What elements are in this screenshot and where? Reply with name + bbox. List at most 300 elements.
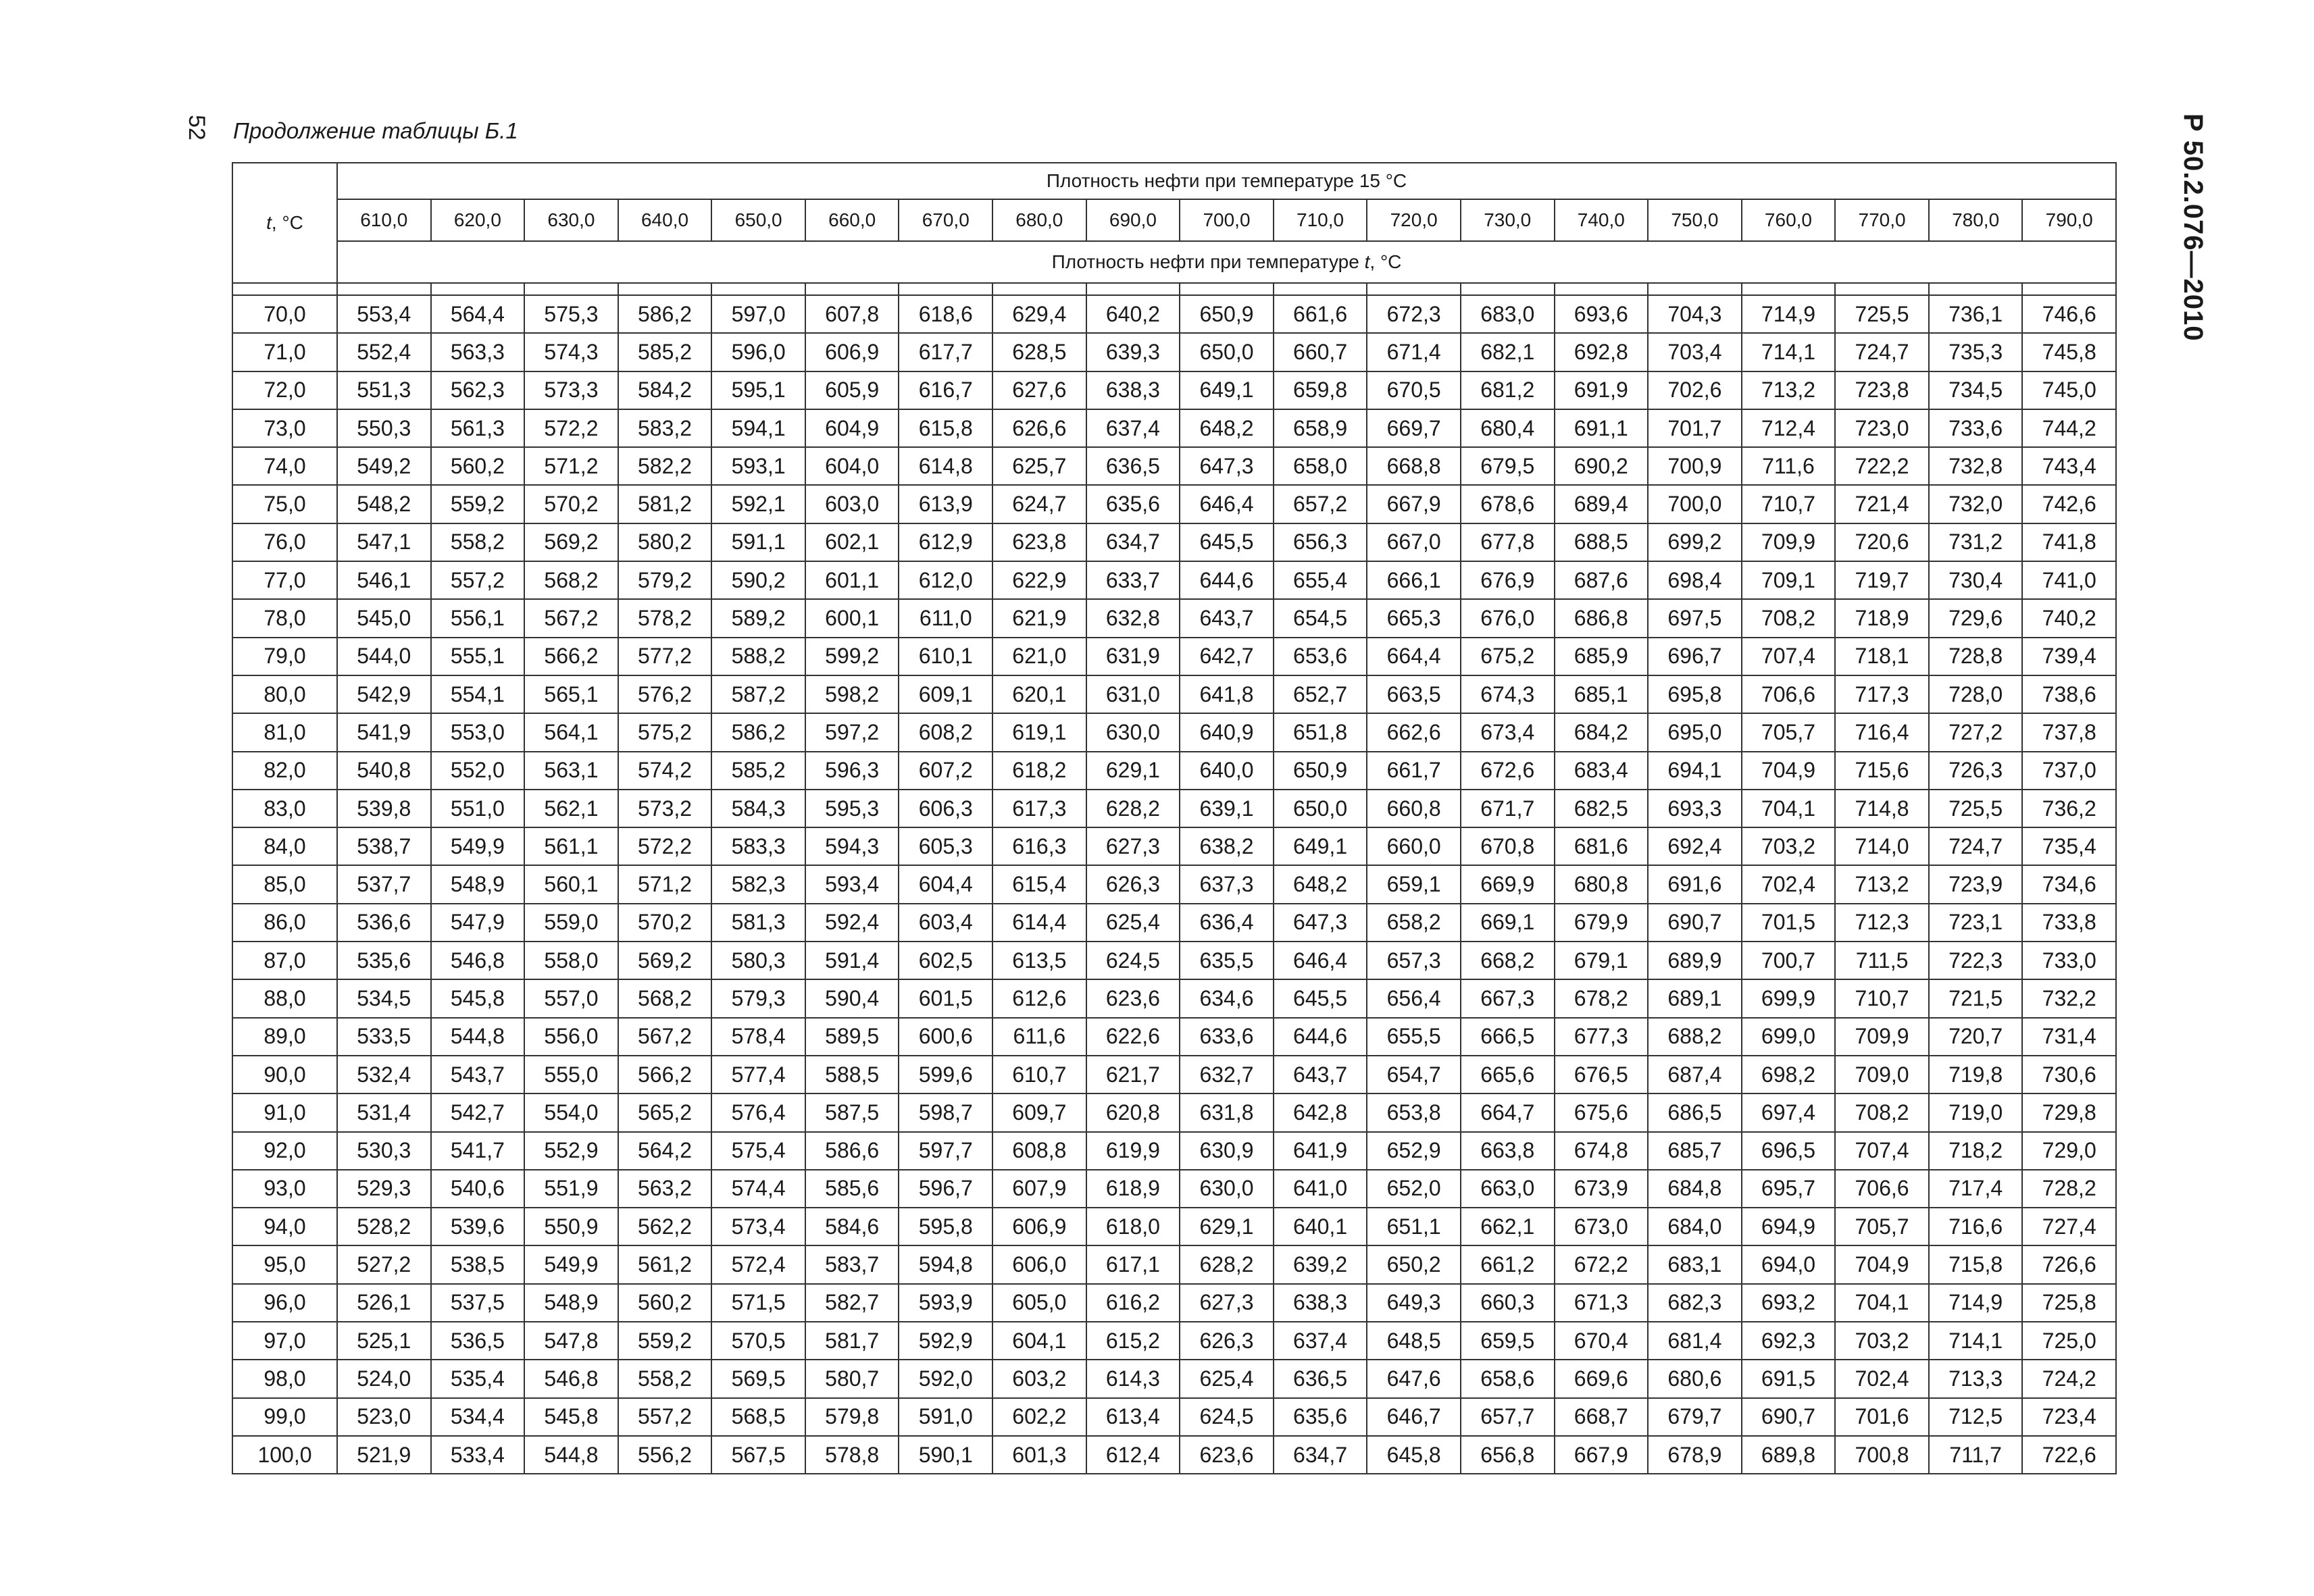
density-cell: 610,1 [899, 638, 992, 675]
density-cell: 654,5 [1274, 599, 1367, 637]
density-cell: 624,5 [1086, 942, 1180, 979]
density-cell: 652,0 [1367, 1170, 1461, 1208]
density-cell: 551,3 [337, 371, 431, 409]
density-cell: 717,3 [1835, 675, 1929, 713]
density-cell: 661,6 [1274, 295, 1367, 333]
density-cell: 601,5 [899, 979, 992, 1017]
density-cell: 671,7 [1461, 790, 1555, 827]
density-cell: 612,0 [899, 561, 992, 599]
density-cell: 658,6 [1461, 1360, 1555, 1397]
density-cell: 622,6 [1086, 1018, 1180, 1056]
density-cell: 577,2 [618, 638, 712, 675]
density-cell: 710,7 [1742, 485, 1836, 523]
density-cell: 690,7 [1742, 1398, 1836, 1436]
density-cell: 586,2 [618, 295, 712, 333]
density-cell: 639,1 [1180, 790, 1274, 827]
density-cell: 606,9 [805, 333, 899, 371]
density-cell: 613,5 [992, 942, 1086, 979]
density-cell: 665,6 [1461, 1056, 1555, 1093]
density-cell: 738,6 [2022, 675, 2116, 713]
density-cell: 626,3 [1180, 1322, 1274, 1360]
density-cell: 698,4 [1648, 561, 1742, 599]
density-cell: 719,0 [1929, 1093, 2023, 1131]
density-cell: 663,8 [1461, 1132, 1555, 1170]
density-cell: 607,9 [992, 1170, 1086, 1208]
density-cell: 633,6 [1180, 1018, 1274, 1056]
density-cell: 574,2 [618, 752, 712, 790]
density-cell: 578,2 [618, 599, 712, 637]
density-cell: 552,4 [337, 333, 431, 371]
density-cell: 531,4 [337, 1093, 431, 1131]
density-cell: 680,6 [1648, 1360, 1742, 1397]
density-cell: 533,4 [431, 1436, 525, 1474]
density-cell: 702,4 [1835, 1360, 1929, 1397]
table-row [232, 1208, 2116, 1245]
density-cell: 569,2 [618, 942, 712, 979]
density-cell: 571,2 [524, 447, 618, 485]
density-cell: 524,0 [337, 1360, 431, 1397]
density-cell: 544,0 [337, 638, 431, 675]
density-cell: 599,2 [805, 638, 899, 675]
density-cell: 708,2 [1742, 599, 1836, 637]
density-cell: 720,6 [1835, 523, 1929, 561]
density-cell: 698,2 [1742, 1056, 1836, 1093]
density-cell: 679,5 [1461, 447, 1555, 485]
density-cell: 730,6 [2022, 1056, 2116, 1093]
t-header-unit: , °C [271, 212, 303, 233]
density-cell: 718,1 [1835, 638, 1929, 675]
density-cell: 615,2 [1086, 1322, 1180, 1360]
density-cell: 564,1 [524, 713, 618, 751]
density-cell: 587,2 [711, 675, 805, 713]
density-cell: 713,2 [1835, 865, 1929, 903]
temperature-cell: 77,0 [232, 561, 337, 599]
density-cell: 560,2 [431, 447, 525, 485]
density-cell: 674,8 [1555, 1132, 1649, 1170]
density-cell: 592,1 [711, 485, 805, 523]
density-cell: 616,7 [899, 371, 992, 409]
density-cell: 584,6 [805, 1208, 899, 1245]
page-number: 52 [184, 115, 209, 140]
density-cell: 696,7 [1648, 638, 1742, 675]
density-cell: 641,8 [1180, 675, 1274, 713]
density-cell: 688,5 [1555, 523, 1649, 561]
density-cell: 724,7 [1835, 333, 1929, 371]
density-cell: 733,0 [2022, 942, 2116, 979]
density-cell: 729,0 [2022, 1132, 2116, 1170]
density-cell: 714,1 [1742, 333, 1836, 371]
density-cell: 646,4 [1274, 942, 1367, 979]
density-cell: 571,2 [618, 865, 712, 903]
density-cell: 700,0 [1648, 485, 1742, 523]
table-row [232, 485, 2116, 523]
table-row [232, 979, 2116, 1017]
density-cell: 703,4 [1648, 333, 1742, 371]
density-cell: 642,7 [1180, 638, 1274, 675]
density-cell: 602,5 [899, 942, 992, 979]
density-cell: 539,8 [337, 790, 431, 827]
density-cell: 613,4 [1086, 1398, 1180, 1436]
density-cell: 546,8 [524, 1360, 618, 1397]
density-cell: 542,7 [431, 1093, 525, 1131]
separator-cell [618, 283, 712, 295]
density-cell: 534,5 [337, 979, 431, 1017]
separator-cell [992, 283, 1086, 295]
density-cell: 660,7 [1274, 333, 1367, 371]
density-cell: 703,2 [1742, 827, 1836, 865]
density-cell: 573,4 [711, 1208, 805, 1245]
density-cell: 580,2 [618, 523, 712, 561]
density-cell: 647,3 [1180, 447, 1274, 485]
density-cell: 672,3 [1367, 295, 1461, 333]
density-cell: 601,3 [992, 1436, 1086, 1474]
density-cell: 680,8 [1555, 865, 1649, 903]
density-cell: 529,3 [337, 1170, 431, 1208]
temperature-cell: 71,0 [232, 333, 337, 371]
density-cell: 684,8 [1648, 1170, 1742, 1208]
density-cell: 573,2 [618, 790, 712, 827]
density-cell: 598,2 [805, 675, 899, 713]
density-cell: 705,7 [1835, 1208, 1929, 1245]
density-cell: 666,5 [1461, 1018, 1555, 1056]
temperature-cell: 74,0 [232, 447, 337, 485]
density-cell: 726,6 [2022, 1245, 2116, 1283]
density-cell: 594,3 [805, 827, 899, 865]
density-cell: 570,2 [524, 485, 618, 523]
separator-cell [1648, 283, 1742, 295]
density-cell: 739,4 [2022, 638, 2116, 675]
density-cell: 548,2 [337, 485, 431, 523]
density-cell: 679,1 [1555, 942, 1649, 979]
density-cell: 635,6 [1274, 1398, 1367, 1436]
density-cell: 621,7 [1086, 1056, 1180, 1093]
density-cell: 721,4 [1835, 485, 1929, 523]
density-cell: 577,4 [711, 1056, 805, 1093]
density-cell: 712,5 [1929, 1398, 2023, 1436]
density-cell: 602,2 [992, 1398, 1086, 1436]
density-cell: 704,3 [1648, 295, 1742, 333]
density-cell: 545,0 [337, 599, 431, 637]
density-cell: 684,2 [1555, 713, 1649, 751]
density-cell: 693,3 [1648, 790, 1742, 827]
density-cell: 588,2 [711, 638, 805, 675]
density-cell: 692,3 [1742, 1322, 1836, 1360]
density-cell: 630,9 [1180, 1132, 1274, 1170]
table-row [232, 599, 2116, 637]
density-cell: 615,4 [992, 865, 1086, 903]
density-cell: 722,3 [1929, 942, 2023, 979]
density-cell: 695,0 [1648, 713, 1742, 751]
temperature-cell: 86,0 [232, 904, 337, 942]
density-cell: 625,4 [1180, 1360, 1274, 1397]
density-cell: 727,4 [2022, 1208, 2116, 1245]
density-cell: 540,6 [431, 1170, 525, 1208]
density-cell: 723,8 [1835, 371, 1929, 409]
density-cell: 576,2 [618, 675, 712, 713]
density-cell: 583,3 [711, 827, 805, 865]
density-cell: 669,7 [1367, 409, 1461, 447]
density-cell: 643,7 [1274, 1056, 1367, 1093]
density-cell: 586,2 [711, 713, 805, 751]
density-cell: 593,4 [805, 865, 899, 903]
density-cell: 634,7 [1086, 523, 1180, 561]
density-cell: 569,5 [711, 1360, 805, 1397]
density-cell: 549,9 [431, 827, 525, 865]
density-cell: 723,0 [1835, 409, 1929, 447]
density-cell: 637,4 [1086, 409, 1180, 447]
density-cell: 595,3 [805, 790, 899, 827]
density-cell: 628,5 [992, 333, 1086, 371]
density-cell: 685,7 [1648, 1132, 1742, 1170]
density-cell: 650,0 [1180, 333, 1274, 371]
density-cell: 687,4 [1648, 1056, 1742, 1093]
density-cell: 535,6 [337, 942, 431, 979]
density-cell: 602,1 [805, 523, 899, 561]
density-cell: 589,2 [711, 599, 805, 637]
table-row [232, 333, 2116, 371]
density-cell: 729,6 [1929, 599, 2023, 637]
table-row [232, 1093, 2116, 1131]
density-cell: 599,6 [899, 1056, 992, 1093]
density-cell: 585,2 [711, 752, 805, 790]
density-cell: 619,1 [992, 713, 1086, 751]
density-cell: 623,6 [1180, 1436, 1274, 1474]
density-cell: 585,2 [618, 333, 712, 371]
density-cell: 703,2 [1835, 1322, 1929, 1360]
table-row [232, 1398, 2116, 1436]
density-cell: 658,0 [1274, 447, 1367, 485]
density-cell: 723,4 [2022, 1398, 2116, 1436]
density-cell: 556,1 [431, 599, 525, 637]
density-cell: 660,3 [1461, 1284, 1555, 1322]
density-cell: 667,3 [1461, 979, 1555, 1017]
column-header: 770,0 [1835, 199, 1929, 241]
density-cell: 551,0 [431, 790, 525, 827]
density-cell: 523,0 [337, 1398, 431, 1436]
density-cell: 674,3 [1461, 675, 1555, 713]
density-cell: 692,8 [1555, 333, 1649, 371]
density-cell: 644,6 [1180, 561, 1274, 599]
density-cell: 709,9 [1835, 1018, 1929, 1056]
density-cell: 546,8 [431, 942, 525, 979]
density-cell: 695,8 [1648, 675, 1742, 713]
density-cell: 608,2 [899, 713, 992, 751]
density-cell: 558,0 [524, 942, 618, 979]
density-cell: 689,1 [1648, 979, 1742, 1017]
density-cell: 700,7 [1742, 942, 1836, 979]
density-cell: 657,7 [1461, 1398, 1555, 1436]
density-cell: 712,3 [1835, 904, 1929, 942]
density-cell: 618,6 [899, 295, 992, 333]
density-cell: 729,8 [2022, 1093, 2116, 1131]
density-cell: 652,7 [1274, 675, 1367, 713]
density-cell: 633,7 [1086, 561, 1180, 599]
table-row [232, 904, 2116, 942]
density-cell: 691,1 [1555, 409, 1649, 447]
density-cell: 594,8 [899, 1245, 992, 1283]
density-cell: 597,2 [805, 713, 899, 751]
temperature-cell: 91,0 [232, 1093, 337, 1131]
density-cell: 722,6 [2022, 1436, 2116, 1474]
density-cell: 619,9 [1086, 1132, 1180, 1170]
density-cell: 623,6 [1086, 979, 1180, 1017]
temperature-cell: 87,0 [232, 942, 337, 979]
density-cell: 541,9 [337, 713, 431, 751]
density-cell: 696,5 [1742, 1132, 1836, 1170]
density-cell: 570,2 [618, 904, 712, 942]
density-cell: 690,2 [1555, 447, 1649, 485]
temperature-cell: 99,0 [232, 1398, 337, 1436]
density-cell: 551,9 [524, 1170, 618, 1208]
density-cell: 676,0 [1461, 599, 1555, 637]
density-cell: 707,4 [1835, 1132, 1929, 1170]
top-header: Плотность нефти при температуре 15 °C [337, 163, 2116, 199]
column-header: 670,0 [899, 199, 992, 241]
sub-header [337, 241, 2116, 283]
density-cell: 549,9 [524, 1245, 618, 1283]
separator-cell [431, 283, 525, 295]
density-cell: 707,4 [1742, 638, 1836, 675]
density-cell: 627,3 [1086, 827, 1180, 865]
density-cell: 614,3 [1086, 1360, 1180, 1397]
density-cell: 572,2 [618, 827, 712, 865]
density-cell: 550,9 [524, 1208, 618, 1245]
density-cell: 665,3 [1367, 599, 1461, 637]
density-cell: 568,2 [618, 979, 712, 1017]
density-cell: 639,2 [1274, 1245, 1367, 1283]
separator-cell [1180, 283, 1274, 295]
density-cell: 571,5 [711, 1284, 805, 1322]
density-cell: 641,9 [1274, 1132, 1367, 1170]
density-cell: 672,6 [1461, 752, 1555, 790]
density-cell: 686,8 [1555, 599, 1649, 637]
density-cell: 728,8 [1929, 638, 2023, 675]
temperature-cell: 94,0 [232, 1208, 337, 1245]
table-row [232, 1245, 2116, 1283]
density-cell: 626,3 [1086, 865, 1180, 903]
density-cell: 744,2 [2022, 409, 2116, 447]
table-row [232, 1018, 2116, 1056]
density-cell: 640,0 [1180, 752, 1274, 790]
density-cell: 538,7 [337, 827, 431, 865]
density-cell: 593,9 [899, 1284, 992, 1322]
density-cell: 590,2 [711, 561, 805, 599]
density-cell: 526,1 [337, 1284, 431, 1322]
density-cell: 676,9 [1461, 561, 1555, 599]
table-row [232, 1170, 2116, 1208]
density-cell: 521,9 [337, 1436, 431, 1474]
column-header: 660,0 [805, 199, 899, 241]
density-cell: 648,5 [1367, 1322, 1461, 1360]
density-cell: 528,2 [337, 1208, 431, 1245]
density-cell: 643,7 [1180, 599, 1274, 637]
density-cell: 678,9 [1648, 1436, 1742, 1474]
density-cell: 650,9 [1274, 752, 1367, 790]
density-cell: 575,4 [711, 1132, 805, 1170]
density-cell: 565,2 [618, 1093, 712, 1131]
column-header: 720,0 [1367, 199, 1461, 241]
column-header: 620,0 [431, 199, 525, 241]
density-cell: 656,8 [1461, 1436, 1555, 1474]
density-cell: 664,4 [1367, 638, 1461, 675]
table-row [232, 790, 2116, 827]
density-cell: 603,2 [992, 1360, 1086, 1397]
density-cell: 662,6 [1367, 713, 1461, 751]
density-cell: 711,5 [1835, 942, 1929, 979]
temperature-cell: 72,0 [232, 371, 337, 409]
density-cell: 603,4 [899, 904, 992, 942]
column-header: 630,0 [524, 199, 618, 241]
density-cell: 612,6 [992, 979, 1086, 1017]
separator-cell [711, 283, 805, 295]
temperature-cell: 79,0 [232, 638, 337, 675]
density-cell: 617,7 [899, 333, 992, 371]
density-cell: 597,0 [711, 295, 805, 333]
density-cell: 639,3 [1086, 333, 1180, 371]
density-cell: 735,3 [1929, 333, 2023, 371]
density-cell: 558,2 [618, 1360, 712, 1397]
density-cell: 699,2 [1648, 523, 1742, 561]
density-cell: 695,7 [1742, 1170, 1836, 1208]
density-cell: 660,8 [1367, 790, 1461, 827]
density-cell: 676,5 [1555, 1056, 1649, 1093]
table-row [232, 942, 2116, 979]
density-cell: 641,0 [1274, 1170, 1367, 1208]
density-cell: 700,9 [1648, 447, 1742, 485]
density-cell: 562,1 [524, 790, 618, 827]
density-cell: 603,0 [805, 485, 899, 523]
density-cell: 542,9 [337, 675, 431, 713]
separator-cell [1742, 283, 1836, 295]
temperature-cell: 85,0 [232, 865, 337, 903]
density-cell: 687,6 [1555, 561, 1649, 599]
density-cell: 606,0 [992, 1245, 1086, 1283]
density-cell: 532,4 [337, 1056, 431, 1093]
density-cell: 631,8 [1180, 1093, 1274, 1131]
density-cell: 666,1 [1367, 561, 1461, 599]
separator-cell [1086, 283, 1180, 295]
table-row [232, 675, 2116, 713]
density-cell: 734,6 [2022, 865, 2116, 903]
density-cell: 675,2 [1461, 638, 1555, 675]
column-header: 730,0 [1461, 199, 1555, 241]
density-table [232, 162, 2117, 1474]
column-header: 740,0 [1555, 199, 1649, 241]
density-cell: 560,1 [524, 865, 618, 903]
density-cell: 733,6 [1929, 409, 2023, 447]
density-cell: 558,2 [431, 523, 525, 561]
density-cell: 631,9 [1086, 638, 1180, 675]
density-cell: 725,5 [1929, 790, 2023, 827]
density-cell: 622,9 [992, 561, 1086, 599]
density-cell: 685,1 [1555, 675, 1649, 713]
density-cell: 625,4 [1086, 904, 1180, 942]
density-cell: 635,6 [1086, 485, 1180, 523]
density-cell: 579,2 [618, 561, 712, 599]
density-cell: 563,2 [618, 1170, 712, 1208]
density-cell: 564,2 [618, 1132, 712, 1170]
density-cell: 620,1 [992, 675, 1086, 713]
temperature-cell: 76,0 [232, 523, 337, 561]
density-cell: 645,5 [1274, 979, 1367, 1017]
density-cell: 604,0 [805, 447, 899, 485]
density-cell: 711,6 [1742, 447, 1836, 485]
density-cell: 563,1 [524, 752, 618, 790]
density-cell: 640,1 [1274, 1208, 1367, 1245]
density-cell: 732,8 [1929, 447, 2023, 485]
density-cell: 544,8 [524, 1436, 618, 1474]
column-header: 710,0 [1274, 199, 1367, 241]
